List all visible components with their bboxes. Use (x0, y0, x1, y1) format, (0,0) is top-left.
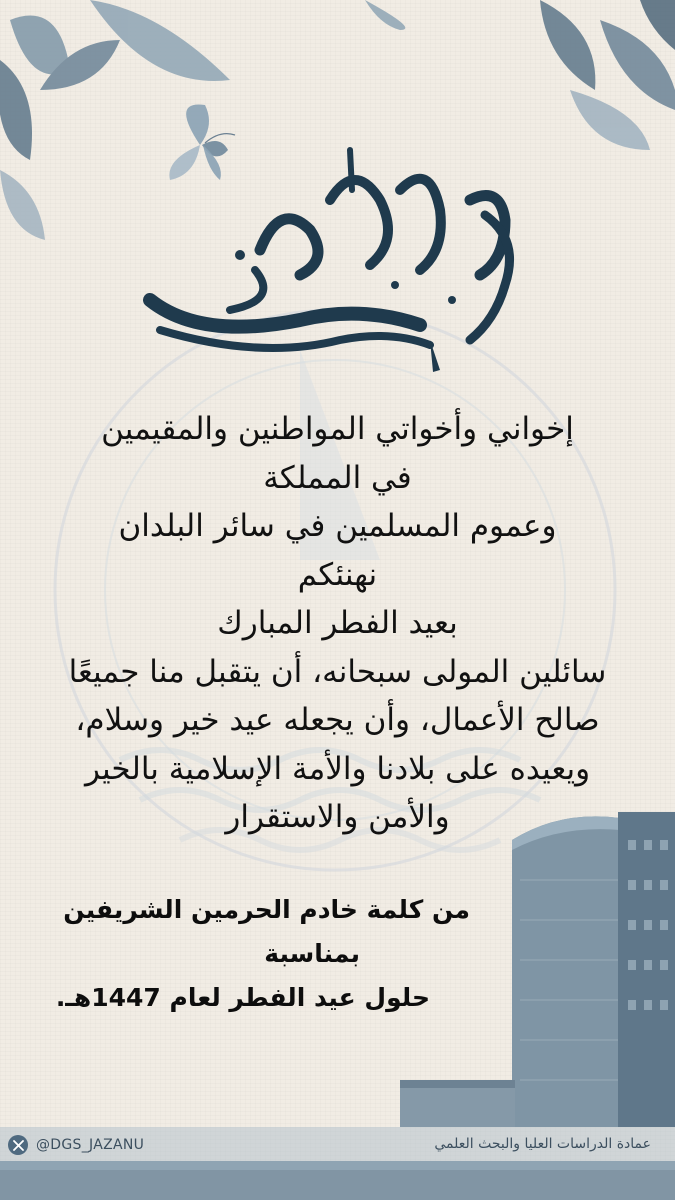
x-logo-icon (8, 1135, 28, 1155)
attribution-line: حلول عيد الفطر لعام 1447هـ. (55, 983, 430, 1012)
greeting-line: صالح الأعمال، وأن يجعله عيد خير وسلام، (75, 702, 600, 738)
greeting-line: إخواني وأخواتي المواطنين والمقيمين (101, 411, 574, 447)
attribution-text (0, 888, 470, 1020)
greeting-line: ويعيده على بلادنا والأمة الإسلامية بالخير (84, 750, 591, 787)
social-handle: @DGS_JAZANU (36, 1137, 145, 1153)
greeting-line: بعيد الفطر المبارك (217, 605, 458, 641)
greeting-line: والأمن والاستقرار (225, 799, 450, 835)
social-handle-link[interactable] (8, 1134, 144, 1156)
greeting-line: سائلين المولى سبحانه، أن يتقبل منا جميعًا (68, 653, 607, 690)
greeting-line: في المملكة (263, 459, 412, 496)
greeting-line: وعموم المسلمين في سائر البلدان (118, 508, 557, 544)
greeting-line: نهنئكم (297, 556, 378, 593)
attribution-line: بمناسبة (264, 939, 360, 968)
attribution-line: من كلمة خادم الحرمين الشريفين (63, 895, 470, 924)
department-name: عمادة الدراسات العليا والبحث العلمي (434, 1136, 651, 1152)
greeting-message (0, 405, 675, 842)
